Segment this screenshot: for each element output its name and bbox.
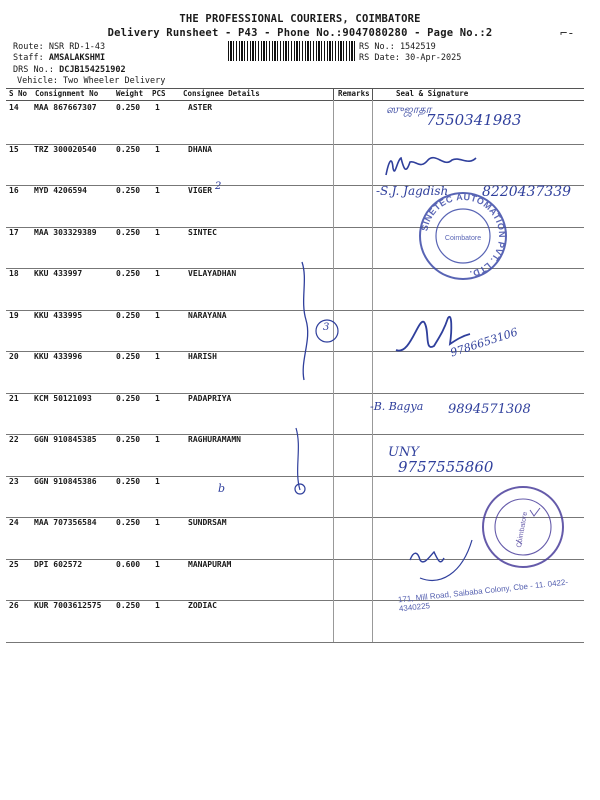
row-consignment: KUR 7003612575 xyxy=(34,601,102,610)
row-pcs: 1 xyxy=(155,310,160,320)
corner-pen-mark: ⌐- xyxy=(560,26,575,40)
row-pcs: 1 xyxy=(155,269,160,278)
row-weight: 0.250 xyxy=(116,144,141,154)
row-weight: 0.250 xyxy=(116,227,141,237)
handwritten-name-row-16: -S.J. Jagdish xyxy=(376,184,449,198)
round-stamp-text: Coimbatore xyxy=(515,511,530,549)
row-sno: 16 xyxy=(9,186,19,195)
row-sno: 25 xyxy=(9,559,19,569)
route-label: Route: NSR RD-1-43 xyxy=(13,42,106,52)
row-consignee: DHANA xyxy=(188,144,213,154)
row-weight: 0.250 xyxy=(116,518,141,527)
row-consignment: MYD 4206594 xyxy=(34,186,87,195)
row-consignment: KCM 50121093 xyxy=(34,393,92,403)
row-consignment: DPI 602572 xyxy=(34,559,83,569)
drs-number: DCJB154251902 xyxy=(59,65,126,75)
handwritten-phone-row-14: 7550341983 xyxy=(426,111,522,129)
row-sno: 14 xyxy=(9,103,19,112)
col-header-weight: Weight xyxy=(116,89,144,98)
signature-row-15 xyxy=(386,158,476,175)
bracket-row-18-20 xyxy=(302,262,308,380)
swash-row-25 xyxy=(420,540,472,580)
row-consignment: GGN 910845385 xyxy=(34,435,97,444)
row-sno: 24 xyxy=(9,518,19,527)
row-pcs: 1 xyxy=(155,227,160,237)
signature-row-25 xyxy=(410,552,444,562)
row-consignee: RAGHURAMAMN xyxy=(188,435,241,444)
row-weight: 0.250 xyxy=(116,435,141,444)
rs-number: RS No.: 1542519 xyxy=(359,42,436,52)
row-pcs: 1 xyxy=(155,144,160,154)
row-consignment: MAA 867667307 xyxy=(34,103,97,112)
row-consignee: VIGER xyxy=(188,186,213,195)
row-pcs: 1 xyxy=(155,518,160,527)
handwritten-name-row-14: ஸுஜாதா xyxy=(386,103,432,116)
row-consignee: MANAPURAM xyxy=(188,559,232,569)
row-sno: 21 xyxy=(9,393,19,403)
row-consignee: SINTEC xyxy=(188,227,217,237)
bracket-row-22-23 xyxy=(296,428,300,490)
drs-label: DRS No.: xyxy=(13,65,54,75)
handwritten-name-row-21: -B. Bagya xyxy=(370,400,424,413)
seal-center-text: Coimbatore xyxy=(444,235,482,242)
row-consignment: MAA 707356584 xyxy=(34,518,97,527)
handwritten-phone-row-21: 9894571308 xyxy=(448,402,531,417)
col-header-consignment: Consignment No xyxy=(35,89,99,98)
row-pcs: 1 xyxy=(155,352,160,361)
row-weight: 0.250 xyxy=(116,310,141,320)
row-sno: 17 xyxy=(9,227,19,237)
row-sno: 19 xyxy=(9,310,19,320)
vehicle-label: Vehicle: Two Wheeler Delivery xyxy=(17,76,166,86)
handwritten-phone-row-22: 9757555860 xyxy=(398,458,494,476)
row-weight: 0.250 xyxy=(116,186,141,195)
runsheet-title: Delivery Runsheet - P43 - Phone No.:9047080280 - Page No.:2 xyxy=(107,27,493,39)
row-consignment: KKU 433996 xyxy=(34,352,83,361)
col-header-seal: Seal & Signature xyxy=(396,89,469,98)
row-pcs: 1 xyxy=(155,601,160,610)
row-weight: 0.250 xyxy=(116,269,141,278)
row-pcs: 1 xyxy=(155,559,160,569)
row-weight: 0.250 xyxy=(116,601,141,610)
row-consignee: SUNDRSAM xyxy=(188,518,227,527)
staff-label: Staff: xyxy=(13,53,44,63)
row-consignee: NARAYANA xyxy=(188,310,227,320)
row-weight: 0.250 xyxy=(116,352,141,361)
company-seal-stamp xyxy=(419,192,507,280)
handwritten-phone-row-20: 9786653106 xyxy=(448,325,520,360)
row-consignee: ZODIAC xyxy=(188,601,217,610)
row-consignee: VELAYADHAN xyxy=(188,269,237,278)
col-header-consignee: Consignee Details xyxy=(183,89,260,98)
staff-name: AMSALAKSHMI xyxy=(48,53,106,63)
seal-ring-text: SINETEC AUTOMATION PVT. LTD. xyxy=(419,191,508,280)
row-sno: 20 xyxy=(9,352,19,361)
handwritten-name-row-22: UNY xyxy=(388,445,419,460)
row-sno: 15 xyxy=(9,144,19,154)
col-header-pcs: PCS xyxy=(152,89,166,98)
row-consignment: KKU 433995 xyxy=(34,310,83,320)
address-stamp: 171, Mill Road, Saibaba Colony, Cbe - 11. 0422-4340225 xyxy=(397,577,569,614)
row-consignment: KKU 433997 xyxy=(34,269,83,278)
row-consignee: PADAPRIYA xyxy=(188,393,232,403)
row-sno: 22 xyxy=(9,435,19,444)
row-sno: 18 xyxy=(9,269,19,278)
handwritten-mark-row-16: 2 xyxy=(215,181,222,192)
row-weight: 0.600 xyxy=(116,559,141,569)
row-consignment: TRZ 300020540 xyxy=(34,144,97,154)
row-consignment: GGN 910845386 xyxy=(34,476,97,486)
col-header-sno: S No xyxy=(9,89,28,98)
row-pcs: 1 xyxy=(155,435,160,444)
row-consignment: MAA 303329389 xyxy=(34,227,97,237)
row-pcs: 1 xyxy=(155,103,160,112)
row-weight: 0.250 xyxy=(116,476,141,486)
row-sno: 26 xyxy=(9,601,19,610)
col-header-remarks: Remarks xyxy=(338,89,370,98)
row-pcs: 1 xyxy=(155,476,160,486)
handwritten-mark-row-23: b xyxy=(218,482,226,495)
company-title: THE PROFESSIONAL COURIERS, COIMBATORE xyxy=(179,13,421,25)
row-weight: 0.250 xyxy=(116,393,141,403)
round-stamp xyxy=(483,487,563,567)
row-consignee: ASTER xyxy=(188,103,213,112)
row-sno: 23 xyxy=(9,476,19,486)
row-weight: 0.250 xyxy=(116,103,141,112)
row-pcs: 1 xyxy=(155,186,160,195)
row-consignee: HARISH xyxy=(188,352,217,361)
handwritten-mark-row-19: 3 xyxy=(323,322,330,333)
rs-date: RS Date: 30-Apr-2025 xyxy=(359,53,462,63)
handwritten-phone-row-16: 8220437339 xyxy=(482,184,572,200)
row-pcs: 1 xyxy=(155,393,160,403)
